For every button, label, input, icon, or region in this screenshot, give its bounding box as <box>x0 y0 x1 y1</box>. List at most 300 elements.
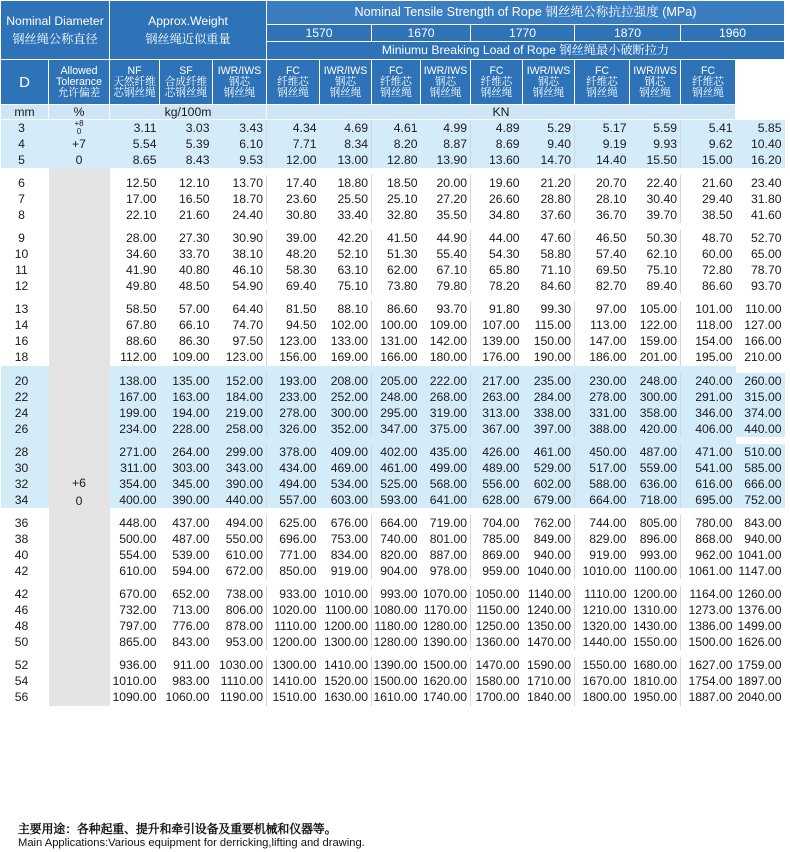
col-iwr-1870 <box>630 60 681 105</box>
spacer-cell <box>575 366 630 373</box>
spacer-cell <box>320 168 372 175</box>
value-cell: 1210.00 <box>575 602 630 618</box>
spacer-cell <box>630 508 681 515</box>
value-cell: 1620.00 <box>421 673 471 689</box>
table-row <box>1 618 785 634</box>
col-sf-cn1: 合成纤维 <box>164 75 208 88</box>
col-iwr-cn1: 钢芯 <box>334 75 357 88</box>
value-cell: 84.60 <box>523 278 575 294</box>
spacer-cell <box>320 294 372 301</box>
value-cell: 38.50 <box>681 207 736 223</box>
col-fc-en: FC <box>489 64 504 77</box>
value-cell: 670.00 <box>110 586 160 602</box>
value-cell: 93.70 <box>736 278 785 294</box>
value-cell: 122.00 <box>630 317 681 333</box>
diameter-cell: 7 <box>1 191 49 207</box>
spacer-cell <box>575 650 630 657</box>
table-row <box>1 207 785 223</box>
diameter-cell: 20 <box>1 373 49 389</box>
value-cell: 7.71 <box>267 136 320 152</box>
col-fc-1670 <box>372 60 421 105</box>
diameter-cell: 6 <box>1 175 49 191</box>
diameter-cell: 52 <box>1 657 49 673</box>
value-cell: 39.00 <box>267 230 320 246</box>
value-cell: 12.00 <box>267 152 320 168</box>
value-cell: 113.00 <box>575 317 630 333</box>
col-sf <box>160 60 213 105</box>
spacer-cell <box>681 168 736 175</box>
value-cell: 195.00 <box>681 350 736 366</box>
col-iwr-cn2: 钢丝绳 <box>532 86 565 99</box>
spacer-cell <box>471 508 523 515</box>
spacer-cell <box>213 168 267 175</box>
spacer-cell <box>681 366 736 373</box>
spacer-cell <box>213 366 267 373</box>
spacer-cell <box>630 366 681 373</box>
approx-weight-label: Approx.Weight <box>148 14 228 29</box>
value-cell: 32.80 <box>372 207 421 223</box>
value-cell: 52.70 <box>736 230 785 246</box>
value-cell: 1180.00 <box>372 618 421 634</box>
value-cell: 1580.00 <box>471 673 523 689</box>
diameter-cell: 3 <box>1 120 49 137</box>
spacer-cell <box>267 223 320 230</box>
value-cell: 1090.00 <box>110 689 160 705</box>
value-cell: 271.00 <box>110 444 160 460</box>
value-cell: 159.00 <box>630 334 681 350</box>
table-row <box>1 152 785 168</box>
diameter-cell: 38 <box>1 531 49 547</box>
spacer-cell <box>523 437 575 444</box>
value-cell: 1810.00 <box>630 673 681 689</box>
value-cell: 21.20 <box>523 175 575 191</box>
value-cell: 1070.00 <box>421 586 471 602</box>
value-cell: 1700.00 <box>471 689 523 705</box>
value-cell: 14.70 <box>523 152 575 168</box>
col-sf-cn2: 芯钢丝绳 <box>164 86 208 99</box>
group-spacer <box>1 223 785 230</box>
spacer-cell <box>421 168 471 175</box>
col-iwr-cn1: 钢芯 <box>228 75 251 88</box>
value-cell: 390.00 <box>160 492 213 508</box>
value-cell: 367.00 <box>471 421 523 437</box>
value-cell: 409.00 <box>320 444 372 460</box>
value-cell: 1610.00 <box>372 689 421 705</box>
value-cell: 208.00 <box>320 373 372 389</box>
spacer-cell <box>630 437 681 444</box>
value-cell: 89.40 <box>630 278 681 294</box>
value-cell: 107.00 <box>471 317 523 333</box>
value-cell: 843.00 <box>736 515 785 531</box>
spacer-cell <box>372 437 421 444</box>
table-row <box>1 657 785 673</box>
value-cell: 1950.00 <box>630 689 681 705</box>
value-cell: 319.00 <box>421 405 471 421</box>
spacer-cell <box>630 294 681 301</box>
value-cell: 3.03 <box>160 120 213 137</box>
diameter-cell: 18 <box>1 350 49 366</box>
value-cell: 704.00 <box>471 515 523 531</box>
value-cell: 49.80 <box>110 278 160 294</box>
value-cell: 849.00 <box>523 531 575 547</box>
value-cell: 47.60 <box>523 230 575 246</box>
grade-1770: 1770 <box>471 25 575 42</box>
value-cell: 34.80 <box>471 207 523 223</box>
table-row <box>1 262 785 278</box>
value-cell: 1061.00 <box>681 563 736 579</box>
value-cell: 4.61 <box>372 120 421 137</box>
value-cell: 40.80 <box>160 262 213 278</box>
value-cell: 13.00 <box>320 152 372 168</box>
spacer-cell <box>1 650 49 657</box>
value-cell: 64.40 <box>213 301 267 317</box>
spacer-cell <box>213 579 267 586</box>
value-cell: 33.40 <box>320 207 372 223</box>
value-cell: 636.00 <box>630 476 681 492</box>
value-cell: 388.00 <box>575 421 630 437</box>
value-cell: 1680.00 <box>630 657 681 673</box>
value-cell: 1110.00 <box>575 586 630 602</box>
spacer-cell <box>1 437 49 444</box>
group-spacer <box>1 437 785 444</box>
spacer-cell <box>213 437 267 444</box>
value-cell: 94.50 <box>267 317 320 333</box>
value-cell: 17.40 <box>267 175 320 191</box>
value-cell: 550.00 <box>213 531 267 547</box>
spacer-cell <box>372 294 421 301</box>
value-cell: 33.70 <box>160 246 213 262</box>
value-cell: 23.40 <box>736 175 785 191</box>
col-fc-en: FC <box>388 64 404 77</box>
spacer-cell <box>471 650 523 657</box>
value-cell: 9.19 <box>575 136 630 152</box>
spacer-cell <box>471 437 523 444</box>
col-iwr-en: IWR/IWS <box>423 64 468 77</box>
col-nf <box>110 60 160 105</box>
value-cell: 732.00 <box>110 602 160 618</box>
value-cell: 58.30 <box>267 262 320 278</box>
value-cell: 75.10 <box>320 278 372 294</box>
spacer-cell <box>213 223 267 230</box>
diameter-cell: 16 <box>1 334 49 350</box>
value-cell: 69.40 <box>267 278 320 294</box>
unit-percent: % <box>49 105 110 120</box>
diameter-cell: 4 <box>1 136 49 152</box>
spacer-cell <box>267 579 320 586</box>
value-cell: 752.00 <box>736 492 785 508</box>
table-row <box>1 350 785 366</box>
spacer-cell <box>630 650 681 657</box>
value-cell: 46.50 <box>575 230 630 246</box>
value-cell: 1041.00 <box>736 547 785 563</box>
value-cell: 940.00 <box>523 547 575 563</box>
tolerance-cell: +7 <box>49 136 110 152</box>
spacer-cell <box>630 168 681 175</box>
value-cell: 557.00 <box>267 492 320 508</box>
spacer-cell <box>160 294 213 301</box>
value-cell: 133.00 <box>320 334 372 350</box>
spacer-cell <box>575 579 630 586</box>
diameter-cell: 26 <box>1 421 49 437</box>
value-cell: 30.40 <box>630 191 681 207</box>
value-cell: 193.00 <box>267 373 320 389</box>
diameter-cell: 54 <box>1 673 49 689</box>
value-cell: 1110.00 <box>213 673 267 689</box>
value-cell: 378.00 <box>267 444 320 460</box>
value-cell: 1300.00 <box>320 634 372 650</box>
col-iwr-1570 <box>320 60 372 105</box>
value-cell: 762.00 <box>523 515 575 531</box>
value-cell: 1250.00 <box>471 618 523 634</box>
value-cell: 471.00 <box>681 444 736 460</box>
applications-en: Main Applications:Various equipment for derricking,lifting and drawing. <box>18 837 365 849</box>
spacer-cell <box>110 294 160 301</box>
col-iwr-en: IWR/IWS <box>323 64 368 77</box>
value-cell: 31.80 <box>736 191 785 207</box>
value-cell: 1260.00 <box>736 586 785 602</box>
value-cell: 1280.00 <box>421 618 471 634</box>
col-fc-1770 <box>471 60 523 105</box>
col-fc-cn1: 纤维芯 <box>480 75 513 88</box>
unit-load: KN <box>267 105 736 120</box>
value-cell: 797.00 <box>110 618 160 634</box>
value-cell: 346.00 <box>681 405 736 421</box>
value-cell: 184.00 <box>213 389 267 405</box>
value-cell: 437.00 <box>160 515 213 531</box>
col-iwr-en: IWR/IWS <box>217 64 262 77</box>
value-cell: 603.00 <box>320 492 372 508</box>
value-cell: 435.00 <box>421 444 471 460</box>
value-cell: 4.69 <box>320 120 372 137</box>
value-cell: 610.00 <box>110 563 160 579</box>
value-cell: 152.00 <box>213 373 267 389</box>
col-sf-en: SF <box>179 64 193 77</box>
applications-cn: 主要用途：各种起重、提升和牵引设备及重要机械和仪器等。 <box>18 822 337 836</box>
spacer-cell <box>421 650 471 657</box>
spacer-cell <box>630 579 681 586</box>
value-cell: 679.00 <box>523 492 575 508</box>
spacer-cell <box>320 366 372 373</box>
value-cell: 78.20 <box>471 278 523 294</box>
col-fc-1870 <box>575 60 630 105</box>
value-cell: 499.00 <box>421 460 471 476</box>
value-cell: 44.00 <box>471 230 523 246</box>
value-cell: 150.00 <box>523 334 575 350</box>
value-cell: 36.70 <box>575 207 630 223</box>
diameter-cell: 30 <box>1 460 49 476</box>
value-cell: 28.10 <box>575 191 630 207</box>
value-cell: 295.00 <box>372 405 421 421</box>
value-cell: 397.00 <box>523 421 575 437</box>
value-cell: 993.00 <box>630 547 681 563</box>
value-cell: 315.00 <box>736 389 785 405</box>
value-cell: 358.00 <box>630 405 681 421</box>
diameter-cell: 46 <box>1 602 49 618</box>
value-cell: 983.00 <box>160 673 213 689</box>
value-cell: 1100.00 <box>630 563 681 579</box>
table-row <box>1 492 785 508</box>
value-cell: 347.00 <box>372 421 421 437</box>
spacer-cell <box>110 650 160 657</box>
value-cell: 100.00 <box>372 317 421 333</box>
col-fc-en: FC <box>700 64 716 77</box>
value-cell: 38.10 <box>213 246 267 262</box>
value-cell: 1550.00 <box>575 657 630 673</box>
value-cell: 8.69 <box>471 136 523 152</box>
value-cell: 4.34 <box>267 120 320 137</box>
value-cell: 72.80 <box>681 262 736 278</box>
value-cell: 258.00 <box>213 421 267 437</box>
value-cell: 291.00 <box>681 389 736 405</box>
value-cell: 738.00 <box>213 586 267 602</box>
value-cell: 672.00 <box>213 563 267 579</box>
value-cell: 1010.00 <box>320 586 372 602</box>
value-cell: 664.00 <box>575 492 630 508</box>
value-cell: 568.00 <box>421 476 471 492</box>
value-cell: 1499.00 <box>736 618 785 634</box>
value-cell: 105.00 <box>630 301 681 317</box>
value-cell: 719.00 <box>421 515 471 531</box>
value-cell: 97.00 <box>575 301 630 317</box>
value-cell: 60.00 <box>681 246 736 262</box>
value-cell: 230.00 <box>575 373 630 389</box>
value-cell: 878.00 <box>213 618 267 634</box>
value-cell: 25.10 <box>372 191 421 207</box>
value-cell: 904.00 <box>372 563 421 579</box>
value-cell: 88.10 <box>320 301 372 317</box>
value-cell: 1360.00 <box>471 634 523 650</box>
value-cell: 15.50 <box>630 152 681 168</box>
spacer-cell <box>267 366 320 373</box>
value-cell: 8.43 <box>160 152 213 168</box>
value-cell: 27.20 <box>421 191 471 207</box>
value-cell: 37.60 <box>523 207 575 223</box>
value-cell: 142.00 <box>421 334 471 350</box>
value-cell: 12.10 <box>160 175 213 191</box>
col-nf-en: NF <box>127 64 142 77</box>
value-cell: 278.00 <box>267 405 320 421</box>
grade-1870: 1870 <box>575 25 681 42</box>
value-cell: 35.50 <box>421 207 471 223</box>
spacer-cell <box>421 223 471 230</box>
value-cell: 210.00 <box>736 350 785 366</box>
group-spacer <box>1 508 785 515</box>
table-row <box>1 230 785 246</box>
table-row <box>1 317 785 333</box>
value-cell: 962.00 <box>681 547 736 563</box>
col-iwr-cn2: 钢丝绳 <box>223 86 256 99</box>
diameter-cell: 9 <box>1 230 49 246</box>
col-nf-cn1: 天然纤维 <box>113 75 156 88</box>
value-cell: 1410.00 <box>320 657 372 673</box>
col-iwr-cn1: 钢芯 <box>434 75 457 88</box>
value-cell: 400.00 <box>110 492 160 508</box>
value-cell: 1590.00 <box>523 657 575 673</box>
value-cell: 78.70 <box>736 262 785 278</box>
value-cell: 843.00 <box>160 634 213 650</box>
value-cell: 554.00 <box>110 547 160 563</box>
group-spacer <box>1 294 785 301</box>
value-cell: 1887.00 <box>681 689 736 705</box>
value-cell: 440.00 <box>213 492 267 508</box>
value-cell: 850.00 <box>267 563 320 579</box>
value-cell: 54.90 <box>213 278 267 294</box>
nominal-diameter-header <box>1 1 110 60</box>
value-cell: 664.00 <box>372 515 421 531</box>
value-cell: 834.00 <box>320 547 372 563</box>
value-cell: 525.00 <box>372 476 421 492</box>
spacer-cell <box>421 294 471 301</box>
value-cell: 176.00 <box>471 350 523 366</box>
spacer-cell <box>372 579 421 586</box>
value-cell: 166.00 <box>736 334 785 350</box>
value-cell: 1170.00 <box>421 602 471 618</box>
value-cell: 252.00 <box>320 389 372 405</box>
table-row <box>1 278 785 294</box>
value-cell: 18.50 <box>372 175 421 191</box>
value-cell: 940.00 <box>736 531 785 547</box>
value-cell: 9.40 <box>523 136 575 152</box>
diameter-cell: 48 <box>1 618 49 634</box>
spacer-cell <box>372 650 421 657</box>
value-cell: 240.00 <box>681 373 736 389</box>
value-cell: 1754.00 <box>681 673 736 689</box>
value-cell: 118.00 <box>681 317 736 333</box>
table-row <box>1 373 785 389</box>
value-cell: 487.00 <box>160 531 213 547</box>
value-cell: 420.00 <box>630 421 681 437</box>
value-cell: 55.40 <box>421 246 471 262</box>
value-cell: 199.00 <box>110 405 160 421</box>
value-cell: 65.00 <box>736 246 785 262</box>
value-cell: 1386.00 <box>681 618 736 634</box>
value-cell: 936.00 <box>110 657 160 673</box>
spacer-cell <box>213 508 267 515</box>
table-row <box>1 405 785 421</box>
value-cell: 1164.00 <box>681 586 736 602</box>
value-cell: 559.00 <box>630 460 681 476</box>
table-row <box>1 515 785 531</box>
table-row <box>1 531 785 547</box>
value-cell: 718.00 <box>630 492 681 508</box>
spacer-cell <box>681 508 736 515</box>
value-cell: 1500.00 <box>372 673 421 689</box>
col-fc-cn2: 钢丝绳 <box>692 86 724 99</box>
value-cell: 1310.00 <box>630 602 681 618</box>
value-cell: 801.00 <box>421 531 471 547</box>
value-cell: 695.00 <box>681 492 736 508</box>
col-fc-en: FC <box>285 64 301 77</box>
spacer-cell <box>471 579 523 586</box>
value-cell: 494.00 <box>267 476 320 492</box>
diameter-cell: 10 <box>1 246 49 262</box>
nominal-diameter-label: Nominal Diameter <box>6 14 104 29</box>
value-cell: 30.90 <box>213 230 267 246</box>
spacer-cell <box>575 294 630 301</box>
table-row <box>1 563 785 579</box>
col-fc-1570 <box>267 60 320 105</box>
value-cell: 541.00 <box>681 460 736 476</box>
value-cell: 406.00 <box>681 421 736 437</box>
value-cell: 194.00 <box>160 405 213 421</box>
value-cell: 82.70 <box>575 278 630 294</box>
value-cell: 641.00 <box>421 492 471 508</box>
spacer-cell <box>320 579 372 586</box>
spacer-cell <box>523 168 575 175</box>
value-cell: 402.00 <box>372 444 421 460</box>
value-cell: 22.10 <box>110 207 160 223</box>
value-cell: 5.54 <box>110 136 160 152</box>
